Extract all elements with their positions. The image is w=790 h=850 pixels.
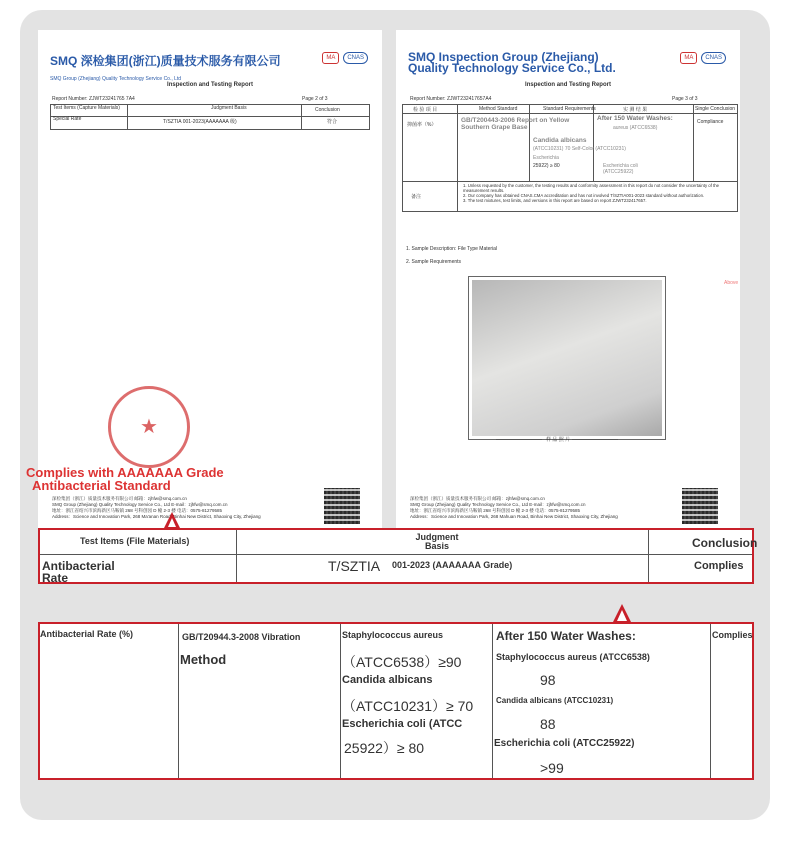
col-conclusion: Conclusion xyxy=(315,107,340,113)
report-title: Inspection and Testing Report xyxy=(525,82,611,88)
footer-line: Address：Science and Innovation Park, 268 Mahuan Road, Binhai New District, Shaoxing City, Zhejiang xyxy=(410,514,618,519)
note-line: 2. Our company has obtained CNAS.CMA accreditation and has not involved T/SZTIA001-2023 standard without authorization. xyxy=(463,193,705,198)
req-candida: Candida albicans xyxy=(533,137,587,144)
req-candida-val: (ATCC10231) 70 Self-Color (ATCC10231) xyxy=(533,146,626,152)
result-coli: Escherichia coli xyxy=(603,163,638,169)
pointer-arrow-2-inner xyxy=(617,610,627,621)
col-test-items: 检 验 项 目 xyxy=(413,107,438,113)
result-coli: Escherichia coli (ATCC25922) xyxy=(494,738,635,749)
col-method: Method Standard xyxy=(479,106,518,112)
result-candida-val: 88 xyxy=(540,716,556,732)
col-test-items: Test Items (File Materials) xyxy=(80,536,190,546)
method-code: GB/T20944.3-2008 Vibration xyxy=(182,632,301,642)
col-judgment-basis: Judgment Basis xyxy=(415,532,459,551)
note-line: 3. The test mixtures, test limits, and versions in this report are based on report ZJWT232417657. xyxy=(463,198,647,203)
report-title: Inspection and Testing Report xyxy=(167,82,253,88)
sample-requirements: 2. Sample Requirements xyxy=(406,259,462,265)
report-number: Report Number: ZJWT23241765 7A4 xyxy=(52,96,135,102)
report-page-2 xyxy=(38,30,382,530)
qr-code xyxy=(324,488,360,524)
col-judgment: Judgment Basis xyxy=(211,105,247,111)
results-table xyxy=(402,104,738,212)
row-item: Special Rate xyxy=(53,116,82,122)
callout-line-1: Complies with AAAAAAA Grade xyxy=(26,465,224,480)
req-staph-val: （ATCC6538）≥90 xyxy=(342,654,462,670)
company-name: SMQ Inspection Group (Zhejiang) Quality Technology Service Co., Ltd. xyxy=(408,50,616,75)
col-results: 实 测 结 果 xyxy=(623,107,648,113)
sample-photo xyxy=(468,276,666,440)
req-candida: Candida albicans xyxy=(342,674,433,686)
row-item: Antibacterial Rate xyxy=(42,559,115,585)
req-coli-val: 25922) ≥ 80 xyxy=(533,163,560,169)
row-basis: T/SZTIA 001-2023(AAAAAAA 级) xyxy=(163,119,237,125)
page-footer xyxy=(52,496,322,520)
cnas-logo: CNAS xyxy=(701,52,726,64)
zoom-table-conclusion xyxy=(38,528,758,585)
req-coli-val: 25922）≥ 80 xyxy=(344,740,425,756)
page-info: Page 2 of 3 xyxy=(302,96,328,102)
row-conclusion: Compliance xyxy=(697,119,724,125)
method-label: Method xyxy=(180,652,227,667)
result-candida: Candida albicans (ATCC10231) xyxy=(496,696,614,705)
row-label: 抑菌率（%） xyxy=(407,122,437,128)
cma-logo: MA xyxy=(322,52,339,64)
notes xyxy=(463,183,733,203)
row-item: Antibacterial Rate (%) xyxy=(40,629,134,639)
callout-line-2: Antibacterial Standard xyxy=(32,478,171,493)
row-conclusion: Complies xyxy=(712,630,753,640)
req-staph: Staphylococcus aureus xyxy=(342,630,444,640)
cnas-logo: CNAS xyxy=(343,52,368,64)
req-candida-val: （ATCC10231）≥ 70 xyxy=(342,698,474,714)
company-name: SMQ 深检集团(浙江)质量技术服务有限公司 xyxy=(50,54,281,68)
footer-line: 深检集团（浙江）质量技术服务有限公司 邮箱：zjhfw@smq.com.cn xyxy=(52,496,187,501)
col-conclusion: Conclusion xyxy=(692,536,758,550)
company-logo xyxy=(50,52,281,83)
zoom-table-results xyxy=(38,622,754,780)
note-line: 1. Unless requested by the customer, the testing results and conformity assessment in this report do not consider the uncertainty of the measurement results. xyxy=(463,183,720,193)
cert-logos xyxy=(322,52,368,64)
official-stamp: ★ xyxy=(108,386,190,468)
side-text: Above xyxy=(724,280,739,286)
result-staph: Staphylococcus aureus (ATCC6538) xyxy=(496,652,650,662)
result-title: After 150 Water Washes: xyxy=(496,629,636,643)
cert-logos xyxy=(680,52,726,64)
caption-rule-left xyxy=(496,439,542,440)
fabric-image xyxy=(472,280,662,436)
result-title: After 150 Water Washes: xyxy=(597,115,673,122)
sample-description: 1. Sample Description: File Type Material xyxy=(406,246,498,252)
footer-line: 地址：浙江省绍兴市滨海新区马鞍镇 268 号科创园 D 幢 2-3 楼 电话：0575-81279585 xyxy=(410,508,581,513)
footer-line: SMQ Group (Zhejiang) Quality Technology Service Co., Ltd E-mail：zjhfw@smq.com.cn xyxy=(410,502,586,507)
row-basis-main: T/SZTIA xyxy=(328,558,381,574)
pointer-arrow-1-inner xyxy=(168,518,176,527)
row-conclusion: 符合 xyxy=(327,119,338,125)
footer-line: SMQ Group (Zhejiang) Quality Technology Service Co., Ltd E-mail：zjhfw@smq.com.cn xyxy=(52,502,228,507)
company-subtitle: SMQ Group (Zhejiang) Quality Technology Service Co., Ltd xyxy=(50,76,182,82)
footer-line: Address：Science and Innovation Park, 268 Ma'anan Road, Binhai New District, Shaoxing City, Zhejiang xyxy=(52,514,261,519)
highlight-callout xyxy=(26,466,224,492)
result-coli-val: >99 xyxy=(540,760,564,776)
result-coli-val: (ATCC25922) xyxy=(603,169,634,175)
mini-results-table xyxy=(50,104,370,130)
req-coli: Escherichia xyxy=(533,155,559,161)
page-info: Page 3 of 3 xyxy=(672,96,698,102)
col-requirements: Standard Requirements xyxy=(543,106,596,112)
cma-logo: MA xyxy=(680,52,697,64)
row-conclusion: Complies xyxy=(694,560,744,572)
footer-line: 地址：浙江省绍兴市滨海新区马鞍镇 268 号科创园 D 幢 2-3 楼 电话：0575-81279585 xyxy=(52,508,223,513)
result-staph: aureus (ATCC6538) xyxy=(613,125,658,131)
footer-line: 深检集团（浙江）质量技术服务有限公司 邮箱：zjhfw@smq.com.cn xyxy=(410,496,545,501)
caption-rule-right xyxy=(572,439,618,440)
qr-code xyxy=(682,488,718,524)
report-page-3 xyxy=(396,30,740,530)
req-coli: Escherichia coli (ATCC xyxy=(342,718,463,730)
report-number: Report Number: ZJWT232417657A4 xyxy=(410,96,492,102)
col-conclusion: Single Conclusion xyxy=(695,106,736,112)
photo-caption: 样 品 照 片 xyxy=(546,437,571,443)
row-method: GB/T200443-2006 Report on Yellow Southern Grape Base xyxy=(461,117,570,131)
page-footer xyxy=(410,496,680,520)
notes-label: 备注 xyxy=(411,194,422,200)
col-test-items: Test Items (Capture Materials) xyxy=(53,105,120,111)
row-basis-rest: 001-2023 (AAAAAAA Grade) xyxy=(392,560,513,570)
result-staph-val: 98 xyxy=(540,672,556,688)
